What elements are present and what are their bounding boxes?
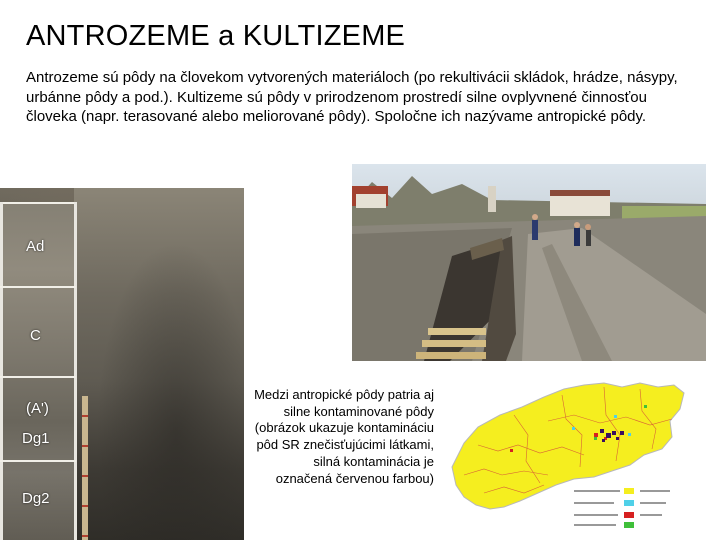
soil-profile-photo [0, 188, 244, 540]
intro-paragraph: Antrozeme sú pôdy na človekom vytvorených materiáloch (po rekultivácii skládok, hrádze, násypy, urbánne pôdy a pod.). Kultizeme sú pôdy v prirodzenom prostredí silne ovplyvnené činnosťou človeka (napr. terasované alebo meliorované pôdy). Spoločne ich nazývame antropické pôdy. [26, 69, 678, 125]
embankment-scene [352, 164, 706, 361]
horizon-boundary [0, 460, 76, 462]
horizon-label-ad: Ad [26, 238, 45, 255]
profile-top-line [0, 202, 76, 204]
measuring-tape [82, 396, 90, 540]
slide-title: ANTROZEME a KULTIZEME [26, 20, 406, 52]
trench-wall [74, 188, 244, 540]
map-caption: Medzi antropické pôdy patria aj silne kontaminované pôdy (obrázok ukazuje kontamináciu pôd SR znečisťujúcimi látkami, silná kontaminácia je označená červenou farbou) [254, 387, 434, 486]
horizon-label-dg1: Dg1 [22, 430, 50, 447]
horizon-boundary [0, 376, 76, 378]
horizon-boundary [0, 286, 76, 288]
embankment-photo [352, 164, 706, 361]
profile-left-line [0, 202, 3, 540]
horizon-label-a-prime: (A') [26, 400, 49, 417]
map-legend [574, 488, 686, 528]
horizon-label-c: C [30, 327, 41, 344]
profile-right-line [74, 202, 77, 540]
horizon-label-dg2: Dg2 [22, 490, 50, 507]
